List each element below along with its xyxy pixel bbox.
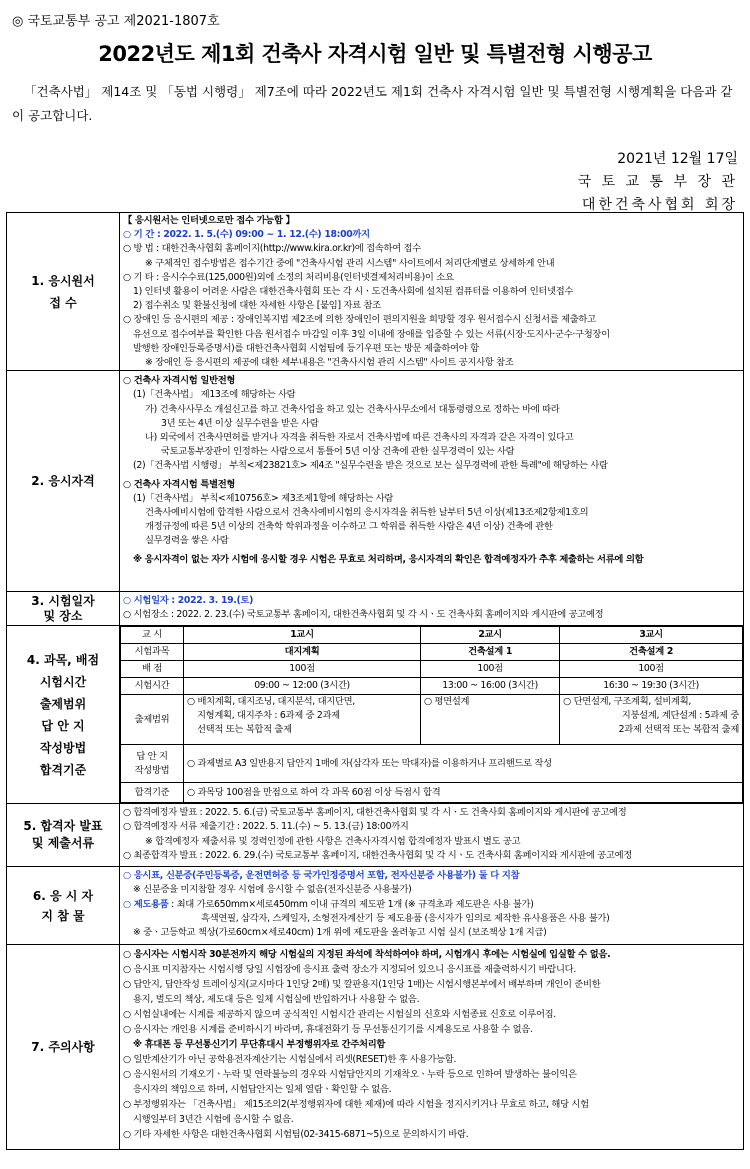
table-header-row: 교 시 1교시 2교시 3교시 bbox=[121, 627, 743, 644]
issuer-block bbox=[578, 148, 738, 217]
section-eligibility bbox=[7, 371, 744, 592]
table-row: 출제범위 ○ 배치계획, 대지조닝, 대지분석, 대지단면, 지형계획, 대지주차 : 6과제 중 2과제 선택적 또는 복합적 출제 ○ 평면설계 ○ 단면설계, 구조계획, 설비계획, 지붕설계, 계단설계 : 5과제 중 2과제 선택적 또는 복합적 출제 bbox=[121, 695, 743, 745]
section-results bbox=[7, 804, 744, 867]
page-title: 2022년도 제1회 건축사 자격시험 일반 및 특별전형 시행공고 bbox=[98, 42, 652, 66]
section-subjects bbox=[7, 626, 744, 804]
table-row: 답 안 지 작성방법 ○ 과제별로 A3 일반용지 답안지 1매에 자(삼각자 또는 막대자)를 이용하거나 프리핸드로 작성 bbox=[121, 745, 743, 783]
notice-table bbox=[6, 212, 744, 1150]
section-label: 7. 주의사항 bbox=[7, 945, 120, 1150]
table-row: 배 점 100점 100점 100점 bbox=[121, 661, 743, 678]
table-row: 시험과목 대지계획 건축설계 1 건축설계 2 bbox=[121, 644, 743, 661]
table-row: 시험시간 09:00 ~ 12:00 (3시간) 13:00 ~ 16:00 (3시간) 16:30 ~ 19:30 (3시간) bbox=[121, 678, 743, 695]
section-content: 【 응시원서는 인터넷으로만 접수 가능함 】 ○ 기 간 : 2022. 1. 5.(수) 09:00 ~ 1. 12.(수) 18:00까지 ○ 방 법 : 대한건축사협회 홈페이지(http://www.kira.or.kr)에 접속하여 접수 ※ 구체적인 접수방법은 접수기간 중에 "건축사시험 관리 시스템" 사이트에서 처리단계별로 상세하게 안내 ○ 기 타 : 응시수수료(125,000원)외에 소정의 처리비용(인터넷결제처리비용)이 소요 1) 인터넷 활용이 어려운 사람은 대한건축사협회 또는 각 시ㆍ도건축사회에 설치된 컴퓨터를 이용하여 인터넷접수 2) 접수취소 및 환불신청에 대한 자세한 사항은 [붙임] 자료 참조 ○ 장애인 등 응시편의 제공 : 장애인복지법 제2조에 의한 장애인이 편의지원을 희망할 경우 원서접수시 신청서를 제출하고 유선으로 접수여부를 확인한 다음 원서접수 마감일 이후 3일 이내에 장애를 입증할 수 있는 서류(시장·도지사·군수·구청장이 발행한 장애인등록증명서)를 대한건축사협회 시험팀에 등기우편 또는 방문 제출하여야 함 ※ 장애인 등 응시편의 제공에 대한 세부내용은 "건축사시험 관리 시스템" 사이트 공지사항 참조 bbox=[120, 213, 744, 371]
issuer-association: 대한건축사협회 회장 bbox=[581, 197, 738, 213]
section-content: ○ 응시자는 시험시작 30분전까지 해당 시험실의 지정된 좌석에 착석하여야 하며, 시험개시 후에는 시험실에 입실할 수 없음. ○ 응시표 미지참자는 시험시행 당일 시험장에 응시표 출력 장소가 지정되어 있으니 응시표를 재출력하시기 바랍니다. ○ 답안지, 답안작성 트레이싱지(교시마다 1인당 2매) 및 깔판용지(1인당 1매)는 시험시행본부에서 배부하며 개인이 준비한 용지, 벌도의 책상, 제도대 등은 일체 시험실에 반입하거나 사용할 수 없음. ○ 시험실내에는 시계를 제공하지 않으며 공식적인 시험시간 관리는 시험실의 신호와 시험종료 신호로 이루어짐. ○ 응시자는 개인용 시계를 준비하시기 바라며, 휴대전화기 등 무선통신기기를 시계용도로 사용할 수 없음. ※ 휴대폰 등 무선통신기기 무단휴대시 부정행위자로 간주처리함 ○ 일반계산기가 아닌 공학용전자계산기는 시험실에서 리셋(RESET)한 후 사용가능함. ○ 응시원서의 기재오기ㆍ누락 및 연락불능의 경우와 시험답안지의 기재착오ㆍ누락 등으로 인하여 발생하는 불이익은 응시자의 책임으로 하며, 시험답안지는 일체 열람ㆍ확인할 수 없음. ○ 부정행위자는 「건축사법」 제15조의2(부정행위자에 대한 제재)에 따라 시험을 정지시키거나 무효로 하고, 해당 시험 시행일부터 3년간 시험에 응시할 수 없음. ○ 기타 자세한 사항은 대한건축사협회 시험팀(02-3415-6871~5)으로 문의하시기 바람. bbox=[120, 945, 744, 1150]
issuer-ministry: 국 토 교 통 부 장 관 bbox=[577, 174, 738, 190]
notice-number: ◎ 국토교통부 공고 제2021-1807호 bbox=[12, 14, 220, 29]
section-items bbox=[7, 867, 744, 945]
issue-date: 2021년 12월 17일 bbox=[617, 151, 738, 167]
section-label: 5. 합격자 발표 및 제출서류 bbox=[7, 804, 120, 867]
subject-table bbox=[120, 626, 743, 803]
section-content: ○ 건축사 자격시험 일반전형 (1)「건축사법」 제13조에 해당하는 사람 가) 건축사사무소 개설신고를 하고 건축사업을 하고 있는 건축사사무소에서 대통령령으로 정하는 바에 따라 3년 또는 4년 이상 실무수련을 받은 사람 나) 외국에서 건축사면허를 받거나 자격을 취득한 자로서 건축사법에 따른 건축사의 자격과 같은 자격이 있다고 국토교통부장관이 인정하는 사람으로서 통틀어 5년 이상 건축에 관한 실무경력이 있는 사람 (2)「건축사법 시행령」 부칙<제23821호> 제4조 "실무수련을 받은 것으로 보는 실무경력에 관한 특례"에 해당하는 사람 ○ 건축사 자격시험 특별전형 (1)「건축사법」 부칙<제10756호> 제3조제1항에 해당하는 사람 건축사예비시험에 합격한 사람으로서 건축사예비시험의 응시자격을 취득한 날부터 5년 이상(제13조제2항제1호의 개정규정에 따른 5년 이상의 건축학 학위과정을 이수하고 그 학위를 취득한 사람은 4년 이상) 건축에 관한 실무경력을 쌓은 사람 ※ 응시자격이 없는 자가 시험에 응시할 경우 시험은 무효로 처리하며, 응시자격의 확인은 합격예정자가 추후 제출하는 서류에 의함 bbox=[120, 371, 744, 592]
section-application bbox=[7, 213, 744, 371]
section-label: 1. 응시원서 접 수 bbox=[7, 213, 120, 371]
subject-table-cell bbox=[120, 626, 744, 804]
table-row: 합격기준 ○ 과목당 100점을 만점으로 하여 각 과목 60점 이상 득점시 합격 bbox=[121, 783, 743, 803]
section-label: 4. 과목, 배점 시험시간 출제범위 답 안 지 작성방법 합격기준 bbox=[7, 626, 120, 804]
section-exam-date bbox=[7, 592, 744, 626]
section-label: 3. 시험일자 및 장소 bbox=[7, 592, 120, 626]
section-label: 6. 응 시 자 지 참 물 bbox=[7, 867, 120, 945]
section-content: ○ 응시표, 신분증(주민등록증, 운전면허증 등 국가인정증명서 포함, 전자신분증 사용불가) 둘 다 지참 ※ 신분증을 미지참할 경우 시험에 응시할 수 없음(전자신분증 사용불가) ○ 제도용품 : 최대 가로650mm×세로450mm 이내 규격의 제도판 1개 (※ 규격초과 제도판은 사용 불가) 흑색연필, 삼각자, 스케일자, 소형전자계산기 등 제도용품 (응시자가 임의로 제작한 유사용품은 사용 불가) ※ 중ㆍ고등학교 책상(가로60cm×세로40cm) 1개 위에 제도판을 올려놓고 시험 실시 (보조책상 1개 지급) bbox=[120, 867, 744, 945]
section-cautions bbox=[7, 945, 744, 1150]
section-label: 2. 응시자격 bbox=[7, 371, 120, 592]
section-content: ○ 합격예정자 발표 : 2022. 5. 6.(금) 국토교통부 홈페이지, 대한건축사협회 및 각 시ㆍ도 건축사회 홈페이지와 게시판에 공고예정 ○ 합격예정자 서류 제출기간 : 2022. 5. 11.(수) ~ 5. 13.(금) 18:00까지 ※ 합격예정자 제출서류 및 경력인정에 관한 사항은 건축사자격시험 합격예정자 발표시 별도 공고 ○ 최종합격자 발표 : 2022. 6. 29.(수) 국토교통부 홈페이지, 대한건축사협회 및 각 시ㆍ도 건축사회 홈페이지와 게시판에 공고예정 bbox=[120, 804, 744, 867]
section-content: ○ 시험일자 : 2022. 3. 19.(토) ○ 시험장소 : 2022. 2. 23.(수) 국토교통부 홈페이지, 대한건축사협회 및 각 시ㆍ도 건축사회 홈페이지와 게시판에 공고예정 bbox=[120, 592, 744, 626]
intro-paragraph: 「건축사법」 제14조 및 「동법 시행령」 제7조에 따라 2022년도 제1회 건축사 자격시험 일반 및 특별전형 시행계획을 다음과 같이 공고합니다. bbox=[12, 84, 733, 123]
